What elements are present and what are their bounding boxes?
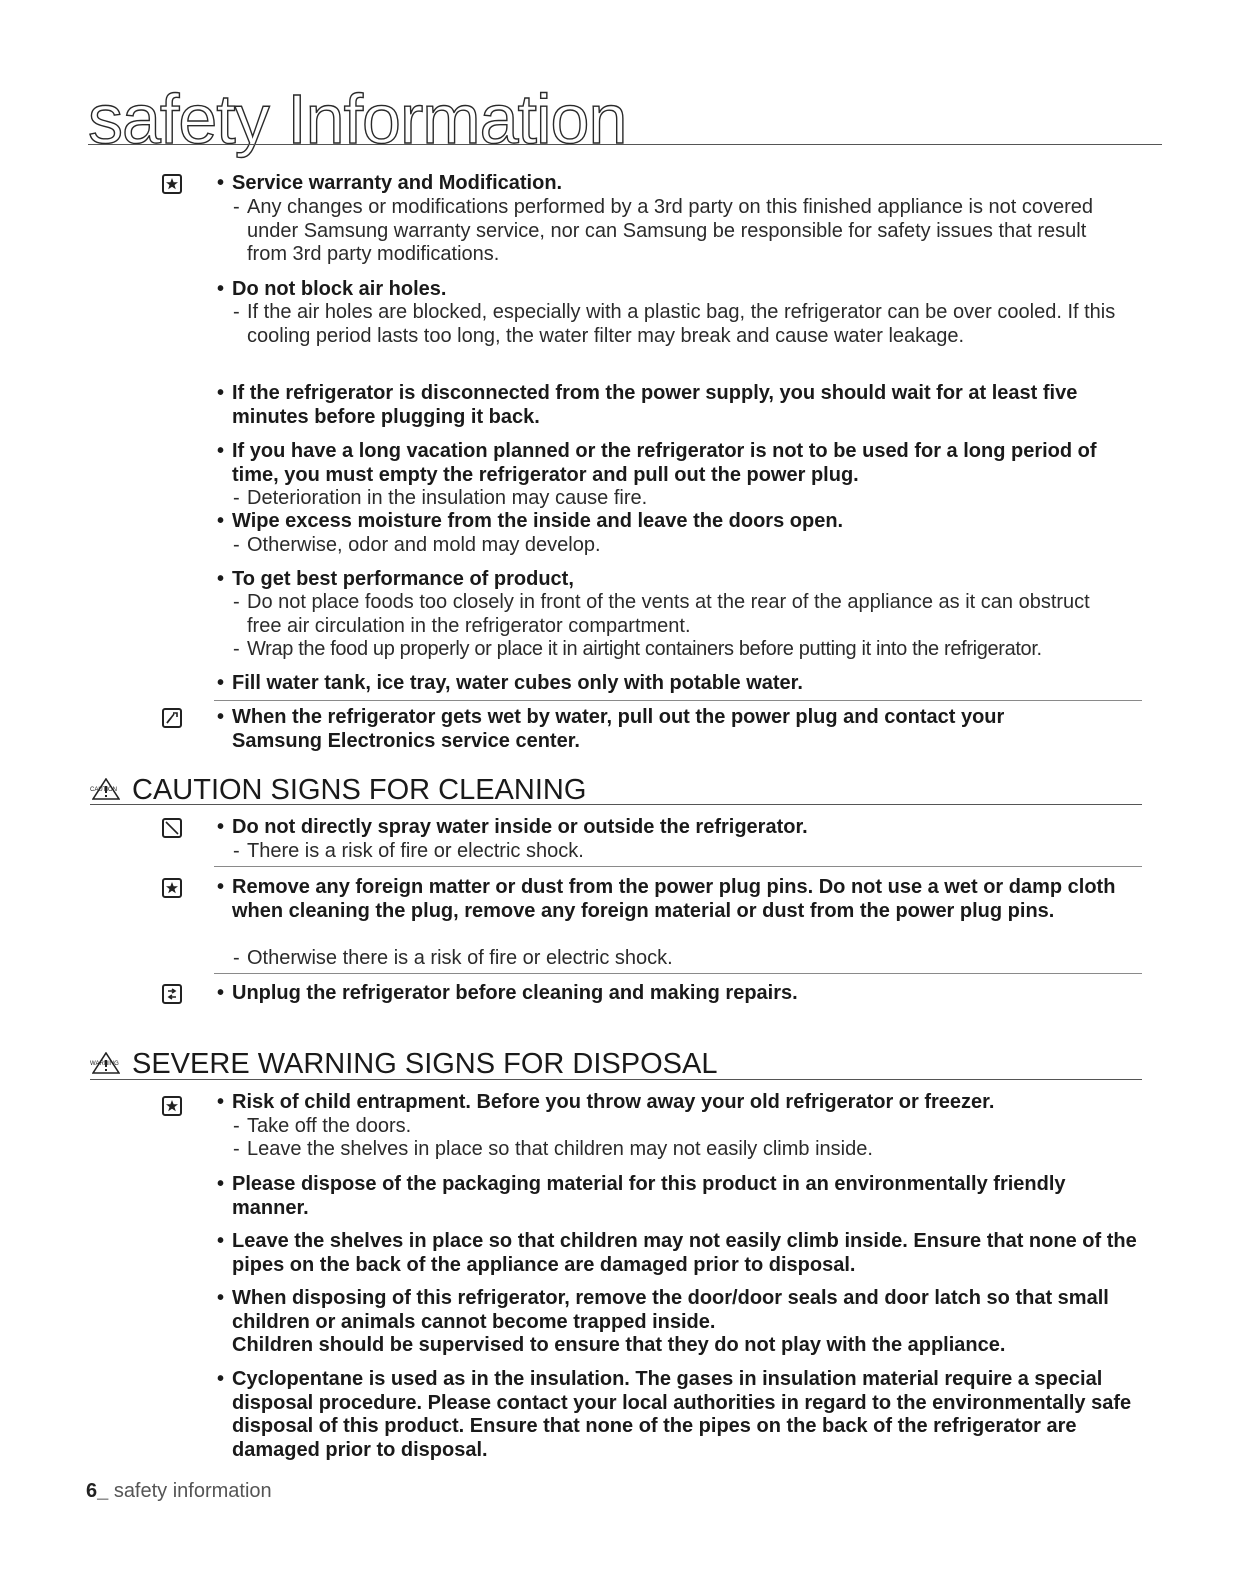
bullet-dispose-packaging: • Please dispose of the packaging material for this product in an environmentally friendly manner.: [232, 1173, 1132, 1220]
divider: [214, 700, 1142, 701]
bullet-shelves-in-place: • Leave the shelves in place so that children may not easily climb inside. Ensure that none of the pipes on the back of the appliance are damaged prior to disposal.: [232, 1230, 1137, 1277]
detail-vacation: - Deterioration in the insulation may cause fire.: [233, 487, 648, 509]
detail-service-warranty: - Any changes or modifications performed by a 3rd party on this finished appliance is not covered under Samsung warranty service, nor can Samsung be responsible for safety issues that result from 3rd party modifications.: [233, 196, 1094, 265]
detail-plug-pins: - Otherwise there is a risk of fire or electric shock.: [233, 947, 673, 969]
bullet-child-entrapment: • Risk of child entrapment. Before you throw away your old refrigerator or freezer.: [232, 1091, 1132, 1115]
caution-heading: CAUTION CAUTION SIGNS FOR CLEANING: [90, 774, 587, 806]
warning-triangle-icon: WARNING: [90, 1050, 132, 1080]
page-title: safety Information: [88, 80, 627, 158]
bullet-plug-pins: • Remove any foreign matter or dust from the power plug pins. Do not use a wet or damp cloth when cleaning the plug, remove any foreign material or dust from the power plug pins.: [232, 876, 1127, 923]
bullet-disposing-refrigerator: • When disposing of this refrigerator, remove the door/door seals and door latch so that small children or animals cannot become trapped inside.: [232, 1287, 1132, 1334]
caution-rule: [90, 804, 1142, 805]
detail-wrap-food: - Wrap the food up properly or place it in airtight containers before putting it into the refrigerator.: [233, 638, 1042, 660]
bullet-wet-refrigerator: • When the refrigerator gets wet by water, pull out the power plug and contact your Samsung Electronics service center.: [232, 706, 1072, 753]
detail-take-off-doors: - Take off the doors.: [233, 1115, 412, 1137]
bullet-best-performance: • To get best performance of product,: [232, 568, 1137, 592]
unplug-icon: [162, 984, 182, 1004]
divider: [214, 973, 1142, 974]
star-icon: [162, 1096, 182, 1116]
caution-triangle-icon: CAUTION: [90, 776, 132, 806]
bullet-unplug: • Unplug the refrigerator before cleaning and making repairs.: [232, 982, 1132, 1006]
title-rule: [88, 144, 1162, 145]
bullet-vacation: • If you have a long vacation planned or the refrigerator is not to be used for a long period of time, you must empty the refrigerator and pull out the power plug.: [232, 440, 1137, 487]
bullet-potable-water: • Fill water tank, ice tray, water cubes only with potable water.: [232, 672, 1137, 696]
plug-icon: [162, 708, 182, 728]
warning-rule: [90, 1079, 1142, 1080]
bullet-supervise-children: Children should be supervised to ensure that they do not play with the appliance.: [232, 1334, 1006, 1356]
detail-no-spray: - There is a risk of fire or electric shock.: [233, 840, 584, 862]
bullet-no-spray: • Do not directly spray water inside or outside the refrigerator.: [232, 816, 1132, 840]
detail-air-holes: - If the air holes are blocked, especially with a plastic bag, the refrigerator can be over cooled. If this cooling period lasts too long, the water filter may break and cause water leakage.: [233, 301, 1116, 347]
detail-vents: - Do not place foods too closely in front of the vents at the rear of the appliance as it can obstruct free air circulation in the refrigerator compartment.: [233, 591, 1090, 637]
bullet-wipe-moisture: • Wipe excess moisture from the inside and leave the doors open.: [232, 510, 1137, 534]
bullet-service-warranty: • Service warranty and Modification.: [232, 172, 1132, 196]
page-footer: [86, 1480, 272, 1503]
divider: [214, 866, 1142, 867]
detail-leave-shelves: - Leave the shelves in place so that children may not easily climb inside.: [233, 1138, 873, 1160]
bullet-cyclopentane: • Cyclopentane is used as in the insulation. The gases in insulation material require a special disposal procedure. Please contact your local authorities in regard to the environmentally safe disposal of this product. Ensure that none of the pipes on the back of the refrigerator are damaged prior to disposal.: [232, 1368, 1144, 1462]
no-spray-icon: [162, 818, 182, 838]
page-number: 6_: [86, 1480, 109, 1502]
bullet-disconnected: • If the refrigerator is disconnected from the power supply, you should wait for at least five minutes before plugging it back.: [232, 382, 1137, 429]
star-icon: [162, 174, 182, 194]
footer-label: safety information: [113, 1480, 272, 1502]
detail-wipe-moisture: - Otherwise, odor and mold may develop.: [233, 534, 601, 556]
warning-heading: WARNING SEVERE WARNING SIGNS FOR DISPOSAL: [90, 1048, 718, 1080]
star-icon: [162, 878, 182, 898]
bullet-air-holes: • Do not block air holes.: [232, 278, 1132, 302]
